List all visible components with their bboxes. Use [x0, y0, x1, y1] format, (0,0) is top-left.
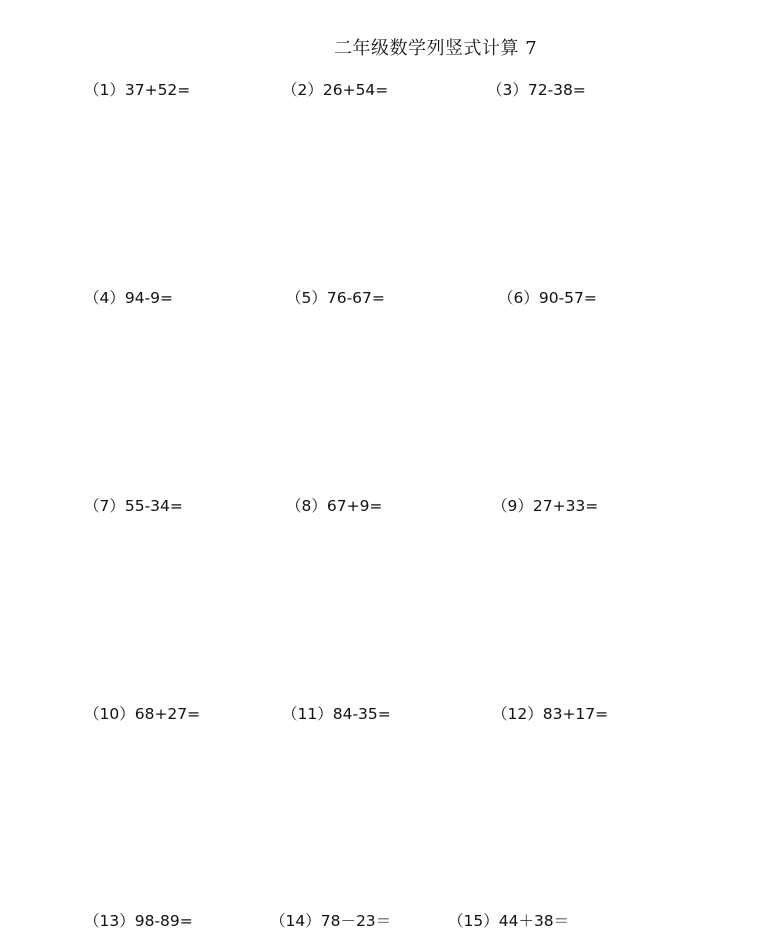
problem-12: （12）83+17= — [492, 705, 609, 723]
worksheet-title: 二年级数学列竖式计算 7 — [334, 38, 538, 59]
problem-1: （1）37+52= — [84, 81, 191, 99]
problem-15: （15）44＋38＝ — [448, 912, 570, 930]
problem-6: （6）90-57= — [498, 289, 597, 307]
problem-8: （8）67+9= — [286, 497, 383, 515]
problem-4: （4）94-9= — [84, 289, 174, 307]
problem-5: （5）76-67= — [286, 289, 385, 307]
problem-10: （10）68+27= — [84, 705, 201, 723]
problem-9: （9）27+33= — [492, 497, 599, 515]
problem-11: （11）84-35= — [282, 705, 391, 723]
problem-7: （7）55-34= — [84, 497, 183, 515]
problem-14: （14）78－23＝ — [270, 912, 392, 930]
problem-2: （2）26+54= — [282, 81, 389, 99]
problem-13: （13）98-89= — [84, 912, 193, 930]
problem-3: （3）72-38= — [487, 81, 586, 99]
